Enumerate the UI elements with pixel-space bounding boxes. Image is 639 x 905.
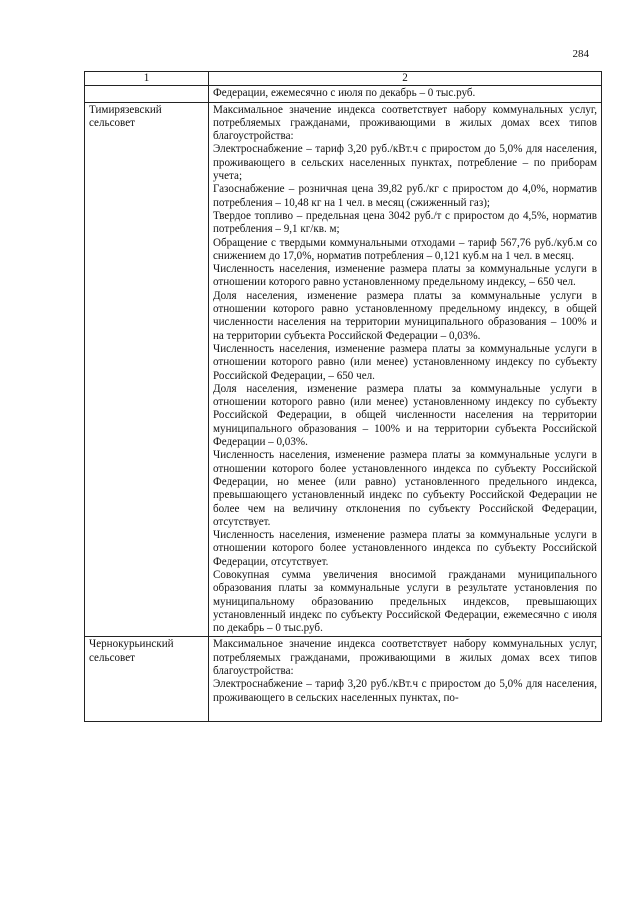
paragraph-population-above: Численность населения, изменение размера платы за коммунальные услуги в отношении которого более установленного индекса по субъекту Российской Федерации, отсутствует.	[213, 529, 597, 568]
column-header-1: 1	[85, 72, 209, 86]
paragraph-population-equal-regional: Численность населения, изменение размера платы за коммунальные услуги в отношении которого равно (или менее) установленному индексу по субъекту Российской Федерации, – 650 чел.	[213, 342, 597, 382]
page-number: 284	[572, 48, 589, 60]
paragraph-solid-fuel: Твердое топливо – предельная цена 3042 руб./т с приростом до 4,5%, норматив потребления – 9,1 кг/кв. м;	[213, 209, 597, 236]
paragraph-electricity: Электроснабжение – тариф 3,20 руб./кВт.ч с приростом до 5,0% для населения, проживающего в сельских населенных пунктах, по-	[213, 678, 597, 704]
district-description	[209, 637, 602, 722]
truncated-cell-content	[213, 638, 597, 720]
paragraph-waste: Обращение с твердыми коммунальными отходами – тариф 567,76 руб./куб.м со снижением до 17,0%, норматив потребления – 0,121 куб.м на 1 чел. в месяц.	[213, 236, 597, 262]
table-row	[85, 637, 602, 722]
paragraph-share-equal-regional: Доля населения, изменение размера платы за коммунальные услуги в отношении которого равно (или менее) установленному индексу по субъекту Российской Федерации, в общей численности населения на территории муниципального образования – 100% и на территории субъекта Российской Федерации – 0,03%.	[213, 382, 597, 449]
table-row	[85, 102, 602, 637]
paragraph-gas: Газоснабжение – розничная цена 39,82 руб./кг с приростом до 4,0%, норматив потребления – 10,48 кг на 1 чел. в месяц (сжиженный газ);	[213, 183, 597, 209]
paragraph-share-equal-limit: Доля населения, изменение размера платы за коммунальные услуги в отношении которого равно установленному предельному индексу, в общей численности населения на территории муниципального образования – 100% и на территории субъекта Российской Федерации – 0,03%.	[213, 289, 597, 342]
continuation-district-cell	[85, 86, 209, 102]
tariff-table	[84, 71, 602, 722]
paragraph-total-increase: Совокупная сумма увеличения вносимой гражданами муниципального образования платы за коммунальные услуги в результате установления по муниципальному образованию предельных индексов, превышающих установленный индекс по субъекту Российской Федерации, ежемесячно с июля по декабрь – 0 тыс.руб.	[213, 568, 597, 635]
district-description	[209, 102, 602, 637]
district-name: Чернокурьинский сельсовет	[85, 637, 209, 722]
column-header-2: 2	[209, 72, 602, 86]
paragraph-index-composition: Максимальное значение индекса соответствует набору коммунальных услуг, потребляемых гражданами, проживающими в жилых домах всех типов благоустройства:	[213, 638, 597, 678]
paragraph-electricity: Электроснабжение – тариф 3,20 руб./кВт.ч с приростом до 5,0% для населения, проживающего в сельских населенных пунктах, потребление – по приборам учета;	[213, 143, 597, 183]
paragraph-population-between: Численность населения, изменение размера платы за коммунальные услуги в отношении которого более установленного индекса по субъекту Российской Федерации, но менее (или равно) установленного предельного индекса, превышающего установленный индекс по субъекту Российской Федерации не более чем на величину отклонения по субъекту Российской Федерации, отсутствует.	[213, 449, 597, 528]
paragraph-population-equal-limit: Численность населения, изменение размера платы за коммунальные услуги в отношении которого равно установленному предельному индексу, – 650 чел.	[213, 263, 597, 289]
table-row-continuation	[85, 86, 602, 102]
district-name: Тимирязевский сельсовет	[85, 102, 209, 637]
table-header-row	[85, 72, 602, 86]
continuation-text: Федерации, ежемесячно с июля по декабрь – 0 тыс.руб.	[209, 86, 602, 102]
paragraph-index-composition: Максимальное значение индекса соответствует набору коммунальных услуг, потребляемых гражданами, проживающими в жилых домах всех типов благоустройства:	[213, 103, 597, 143]
